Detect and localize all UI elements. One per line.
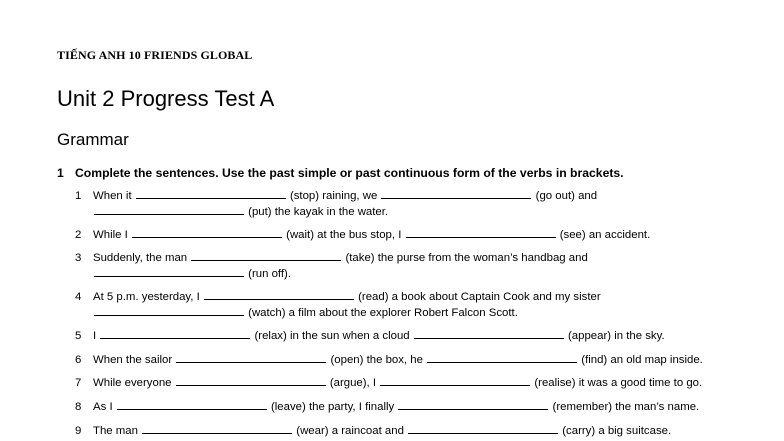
item-line [93, 329, 665, 345]
answer-blank[interactable] [204, 290, 354, 300]
item-segment: (put) the kayak in the water. [245, 205, 389, 218]
item-segment: (leave) the party, I finally [267, 401, 398, 413]
answer-blank[interactable] [414, 329, 564, 339]
item-segment: (take) the purse from the woman’s handbag and [342, 252, 588, 264]
item-segment: (wait) at the bus stop, I [282, 229, 405, 241]
item-segment: (go out) and [532, 190, 598, 202]
item-text [93, 189, 597, 220]
item-segment: (open) the box, he [327, 354, 427, 366]
item-segment: (watch) a film about the explorer Robert Falcon Scott. [245, 306, 518, 319]
answer-blank[interactable] [406, 228, 556, 238]
answer-blank[interactable] [94, 267, 244, 277]
exercise-number: 1 [57, 166, 64, 180]
item-text [93, 290, 601, 321]
item-text [93, 228, 650, 244]
answer-blank[interactable] [380, 376, 530, 386]
item-segment: (find) an old map inside. [578, 354, 703, 366]
answer-blank[interactable] [94, 306, 244, 316]
item-line [93, 228, 650, 244]
item-segment: As I [93, 401, 116, 413]
item-segment: (remember) the man’s name. [549, 401, 700, 413]
item-number: 4 [75, 291, 82, 303]
item-line [93, 376, 702, 392]
item-segment: When it [93, 190, 135, 202]
answer-blank[interactable] [100, 329, 250, 339]
item-line [93, 353, 703, 369]
answer-blank[interactable] [176, 353, 326, 363]
item-number: 1 [75, 190, 82, 202]
item-segment: (carry) a big suitcase. [559, 425, 672, 437]
answer-blank[interactable] [142, 424, 292, 434]
item-number: 5 [75, 330, 82, 342]
answer-blank[interactable] [132, 228, 282, 238]
item-line [93, 400, 699, 416]
item-segment: (see) an accident. [556, 229, 651, 241]
answer-blank[interactable] [117, 400, 267, 410]
answer-blank[interactable] [191, 251, 341, 261]
item-segment: While I [93, 229, 131, 241]
answer-blank[interactable] [408, 424, 558, 434]
item-line [93, 189, 597, 205]
section-heading: Grammar [57, 130, 129, 149]
item-number: 6 [75, 354, 82, 366]
item-line [93, 290, 601, 306]
item-line [93, 251, 588, 267]
item-segment: While everyone [93, 377, 175, 389]
item-segment: (argue), I [326, 377, 380, 389]
answer-blank[interactable] [176, 376, 326, 386]
answer-blank[interactable] [94, 205, 244, 215]
answer-blank[interactable] [381, 189, 531, 199]
item-segment: Suddenly, the man [93, 252, 191, 264]
exercise-instruction-text: Complete the sentences. Use the past simple or past continuous form of the verbs in brackets. [75, 166, 624, 180]
item-segment: (realise) it was a good time to go. [531, 377, 703, 389]
item-segment: I [93, 330, 100, 342]
item-text [93, 353, 703, 369]
item-segment: (relax) in the sun when a cloud [251, 330, 413, 342]
item-segment: (stop) raining, we [286, 190, 381, 202]
item-text [93, 424, 671, 440]
answer-blank[interactable] [136, 189, 286, 199]
item-text [93, 329, 665, 345]
item-number: 9 [75, 425, 82, 437]
item-segment: (read) a book about Captain Cook and my sister [354, 291, 601, 303]
exercise-instruction [57, 166, 624, 180]
page-title: Unit 2 Progress Test A [57, 86, 275, 111]
item-line [93, 424, 671, 440]
item-text [93, 376, 702, 392]
item-text [93, 400, 699, 416]
book-header: TIẾNG ANH 10 FRIENDS GLOBAL [57, 48, 253, 62]
item-line [93, 306, 601, 322]
item-number: 8 [75, 401, 82, 413]
item-line [93, 205, 597, 221]
item-text [93, 251, 588, 282]
answer-blank[interactable] [427, 353, 577, 363]
item-number: 2 [75, 229, 82, 241]
item-segment: (run off). [245, 267, 292, 280]
item-line [93, 267, 588, 283]
item-segment: (wear) a raincoat and [293, 425, 408, 437]
answer-blank[interactable] [398, 400, 548, 410]
item-segment: (appear) in the sky. [564, 330, 665, 342]
item-number: 7 [75, 377, 82, 389]
item-segment: At 5 p.m. yesterday, I [93, 291, 203, 303]
item-number: 3 [75, 252, 82, 264]
item-segment: When the sailor [93, 354, 176, 366]
item-segment: The man [93, 425, 142, 437]
